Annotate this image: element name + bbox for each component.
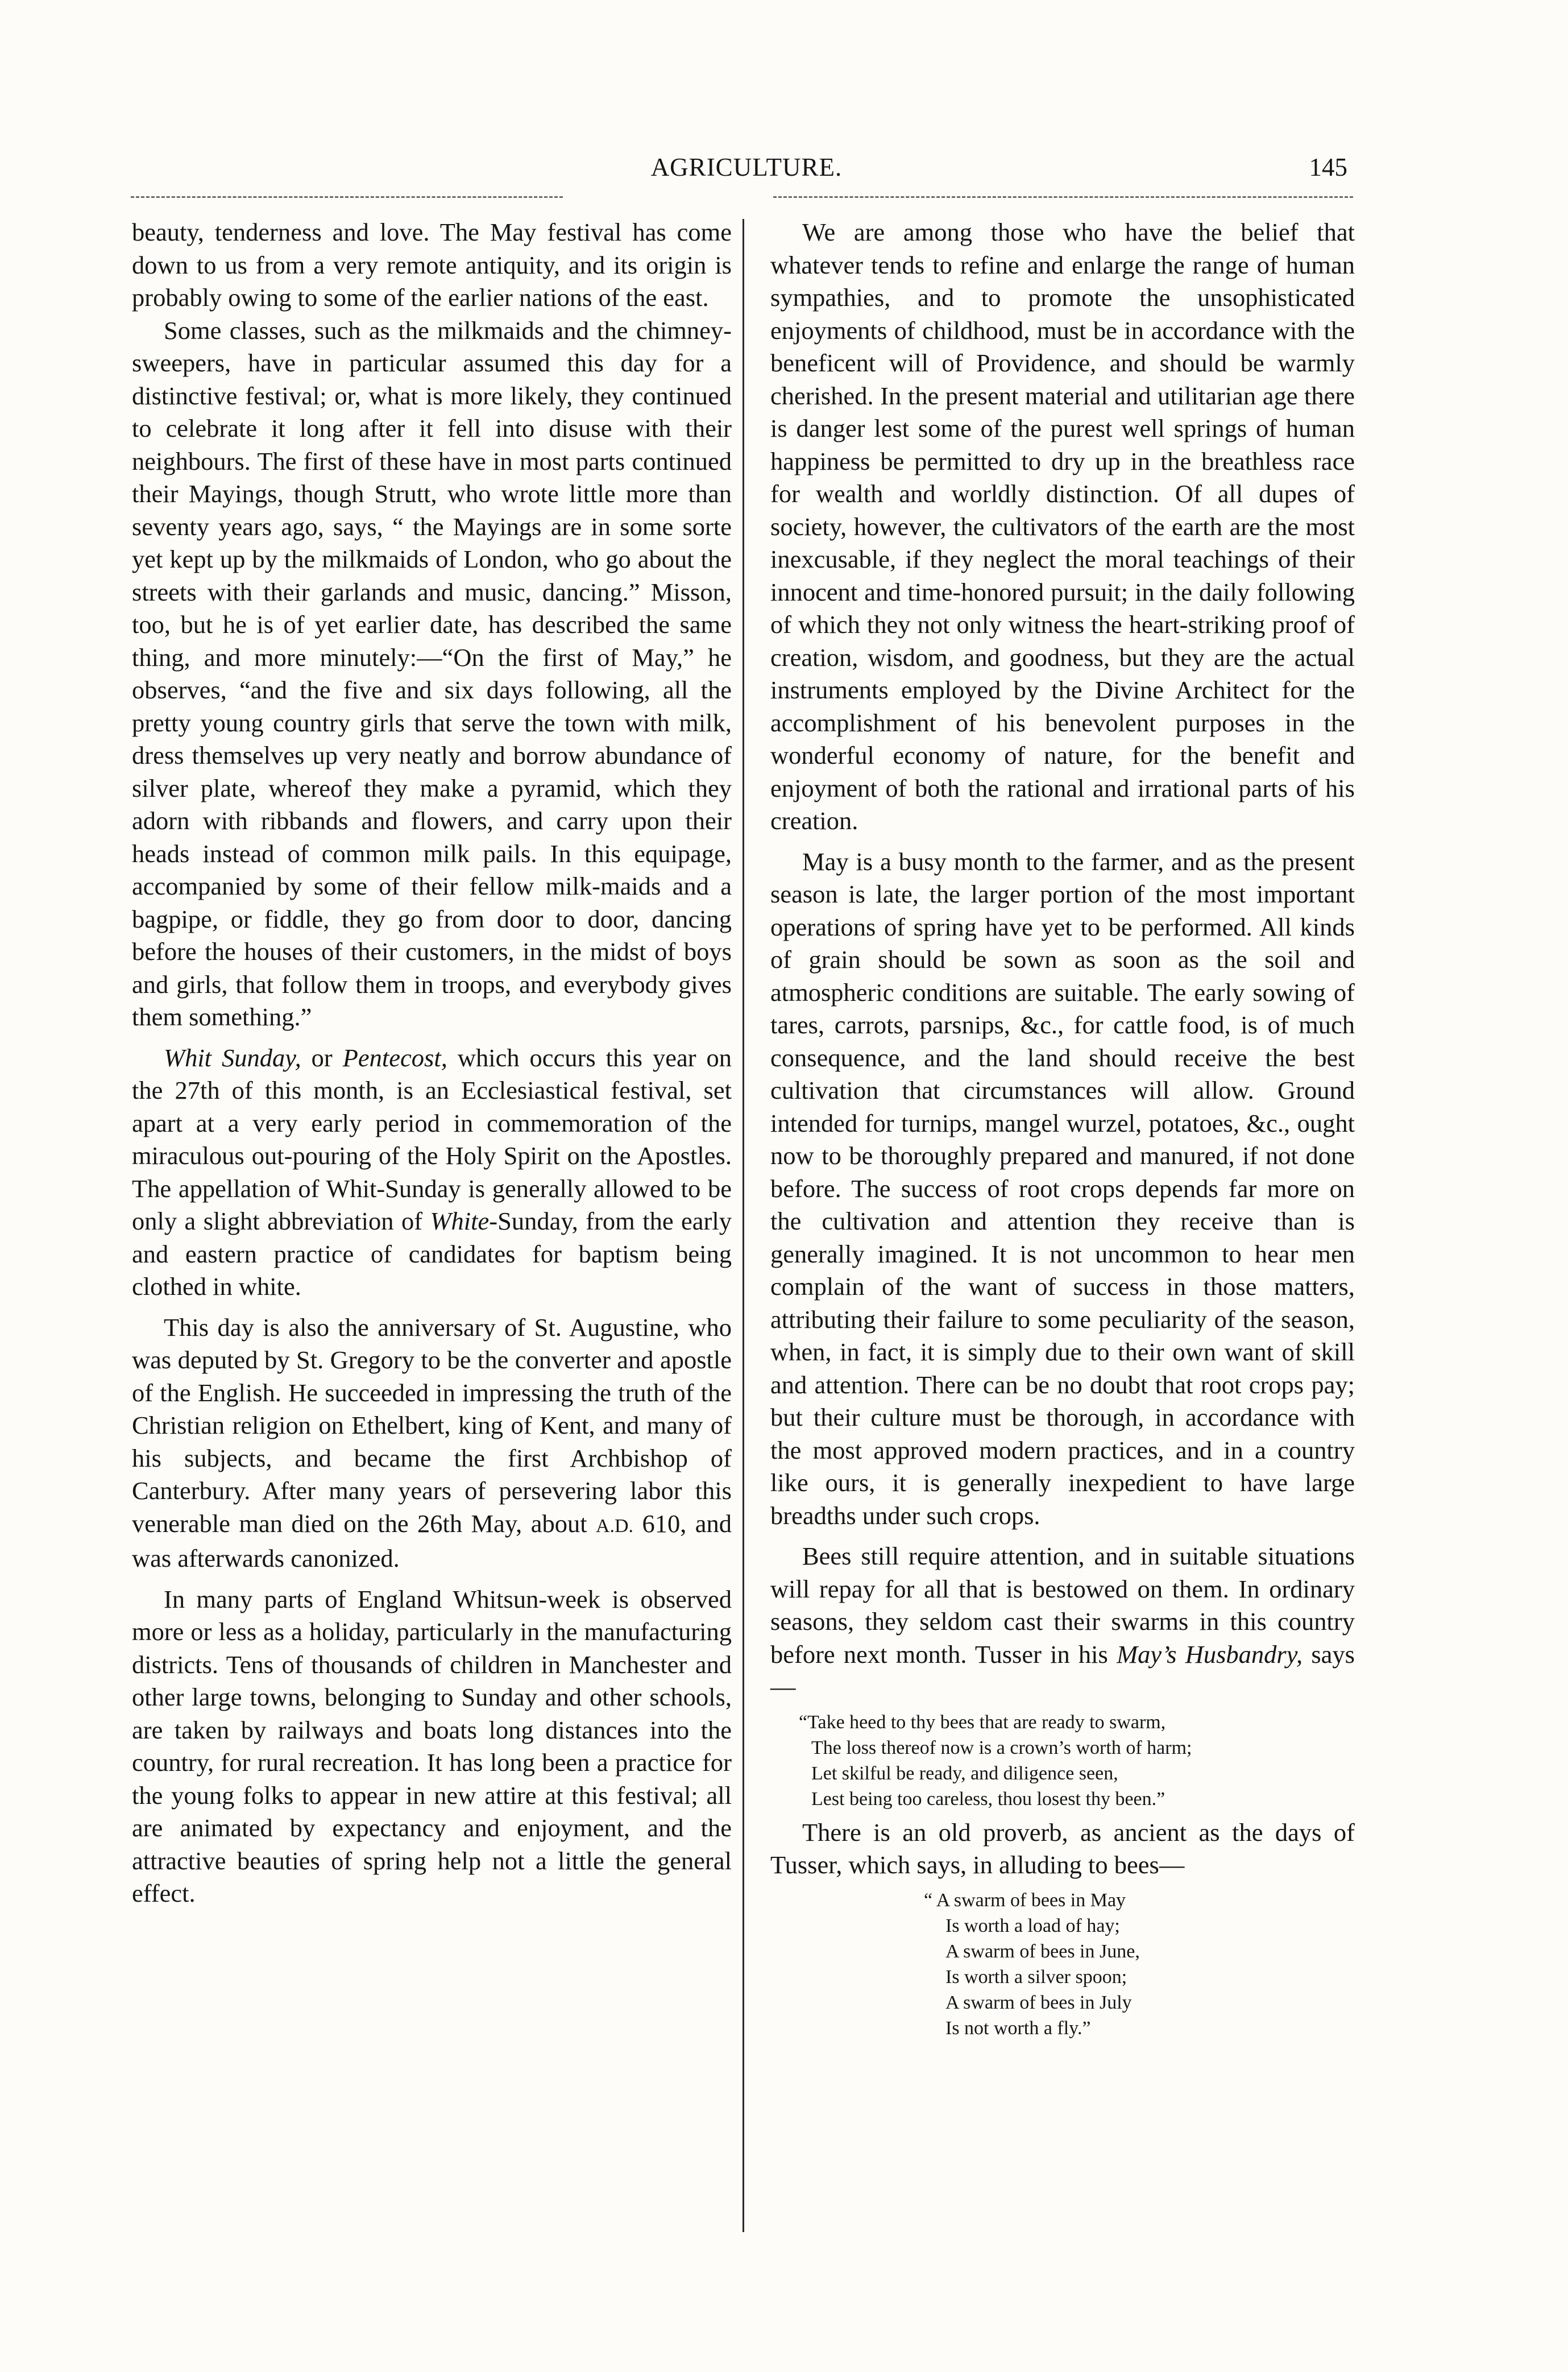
small-caps-abbrev: A.D. [595, 1515, 634, 1537]
paragraph: beauty, tenderness and love. The May festival has come down to us from a very remote antiquity, and its origin is probably owing to some of the earlier nations of the east. [132, 218, 732, 312]
paragraph [132, 1042, 732, 1303]
verse-quote [770, 1709, 1355, 1812]
verse-line: “ A swarm of bees in May [924, 1889, 1126, 1911]
paragraph: There is an old proverb, as ancient as the days of Tusser, which says, in alluding to bees— [770, 1818, 1355, 1879]
verse-proverb [770, 1887, 1355, 2041]
text-run: This day is also the anniversary of St. Augustine, who was deputed by St. Gregory to be the converter and apostle of the English. He succeeded in impressing the truth of the Christian religion on Ethelbert, king of Kent, and many of his subjects, and became the first Archbishop of Canterbury. After many years of persevering labor this venerable man died on the 26th May, about [132, 1313, 732, 1538]
text-run: or [301, 1043, 343, 1072]
text-run: which occurs this year on the 27th of this month, is an Ecclesiastical festival, set apart at a very early period in commemoration of the miraculous out-pouring of the Holy Spirit on the Apostles. The appellation of Whit-Sunday is generally allowed to be only a slight abbreviation of [132, 1043, 732, 1235]
paragraph [770, 1540, 1355, 1704]
header-rule-right [773, 196, 1353, 198]
header-rule-left [131, 196, 563, 198]
verse-line: Is not worth a fly.” [945, 2017, 1091, 2039]
left-column [132, 216, 732, 1910]
paragraph: Some classes, such as the milkmaids and the chimney-sweepers, have in particular assumed this day for a distinctive festival; or, what is more likely, they continued to celebrate it long after it fell into disuse with their neighbours. The first of these have in most parts continued their Mayings, though Strutt, who wrote little more than seventy years ago, says, “ the Mayings are in some sorte yet kept up by the milkmaids of London, who go about the streets with their garlands and music, dancing.” Misson, too, but he is of yet earlier date, has described the same thing, and more minutely:—“On the first of May,” he observes, “and the five and six days following, all the pretty young country girls that serve the town with milk, dress themselves up very neatly and borrow abundance of silver plate, whereof they make a pyramid, which they adorn with ribbands and flowers, and carry upon their heads instead of common milk pails. In this equipage, accompanied by some of their fellow milk-maids and a bagpipe, or fiddle, they go from door to door, dancing before the houses of their customers, in the midst of boys and girls, that follow them in troops, and everybody gives them something.” [132, 316, 732, 1031]
verse-line: Is worth a silver spoon; [945, 1966, 1127, 1988]
paragraph: In many parts of England Whitsun-week is observed more or less as a holiday, particularly in the manufacturing districts. Tens of thousands of children in Manchester and other large towns, belonging to Sunday and other schools, are taken by railways and boats long distances into the country, for rural recreation. It has long been a practice for the young folks to appear in new attire at this festival; all are animated by expectancy and enjoyment, and the attractive beauties of spring help not a little the general effect. [132, 1584, 732, 1907]
italic-term: Whit Sunday, [164, 1043, 301, 1072]
paragraph: May is a busy month to the farmer, and as the present season is late, the larger portion of the most important operations of spring have yet to be performed. All kinds of grain should be sown as soon as the soil and atmospheric conditions are suitable. The early sowing of tares, carrots, parsnips, &c., for cattle food, is of much consequence, and the land should receive the best cultivation that circumstances will allow. Ground intended for turnips, mangel wurzel, potatoes, &c., ought now to be thoroughly prepared and manured, if not done before. The success of root crops depends far more on the cultivation and attention they receive than is generally imagined. It is not uncommon to hear men complain of the want of success in those matters, attributing their failure to some peculiarity of the season, when, in fact, it is simply due to their own want of skill and attention. There can be no doubt that root crops pay; but their culture must be thorough, in accordance with the most approved modern practices, and in a country like ours, it is generally inexpedient to have large breadths under such crops. [770, 847, 1355, 1530]
right-column [770, 216, 1355, 2046]
text-run: says— [770, 1640, 1355, 1701]
verse-line: Let skilful be ready, and diligence seen, [811, 1762, 1118, 1784]
paragraph [132, 1311, 732, 1575]
italic-term: White [430, 1207, 490, 1235]
page-number: 145 [1309, 153, 1347, 181]
text-run: -Sunday, from the early and eastern practice of candidates for baptism being clothed in white. [132, 1207, 732, 1301]
verse-line: Lest being too careless, thou losest thy been.” [811, 1788, 1165, 1810]
italic-term: Pentecost, [342, 1043, 447, 1072]
verse-line: Is worth a load of hay; [945, 1915, 1120, 1936]
running-title: AGRICULTURE. [650, 153, 843, 181]
column-divider [742, 219, 744, 2232]
text-run: 610, and was afterwards canonized. [132, 1509, 732, 1572]
verse-line: A swarm of bees in July [945, 1992, 1132, 2013]
verse-line: The loss thereof now is a crown’s worth of harm; [811, 1737, 1192, 1758]
italic-term: May’s Husbandry, [1117, 1640, 1303, 1669]
text-run: Bees still require attention, and in suitable situations will repay for all that is bestowed on them. In ordinary seasons, they seldom cast their swarms in this country before next month. Tusser in his [770, 1542, 1355, 1669]
page-header [0, 152, 1568, 192]
verse-line: “Take heed to thy bees that are ready to swarm, [799, 1711, 1166, 1733]
verse-line: A swarm of bees in June, [945, 1940, 1140, 1962]
paragraph: We are among those who have the belief that whatever tends to refine and enlarge the range of human sympathies, and to promote the unsophisticated enjoyments of childhood, must be in accordance with the beneficent will of Providence, and should be warmly cherished. In the present material and utilitarian age there is danger lest some of the purest well springs of human happiness be permitted to dry up in the breathless race for wealth and worldly distinction. Of all dupes of society, however, the cultivators of the earth are the most inexcusable, if they neglect the moral teachings of their innocent and time-honored pursuit; in the daily following of which they not only witness the heart-striking proof of creation, wisdom, and goodness, but they are the actual instruments employed by the Divine Architect for the accomplishment of his benevolent purposes in the wonderful economy of nature, for the benefit and enjoyment of both the rational and irrational parts of his creation. [770, 218, 1355, 835]
